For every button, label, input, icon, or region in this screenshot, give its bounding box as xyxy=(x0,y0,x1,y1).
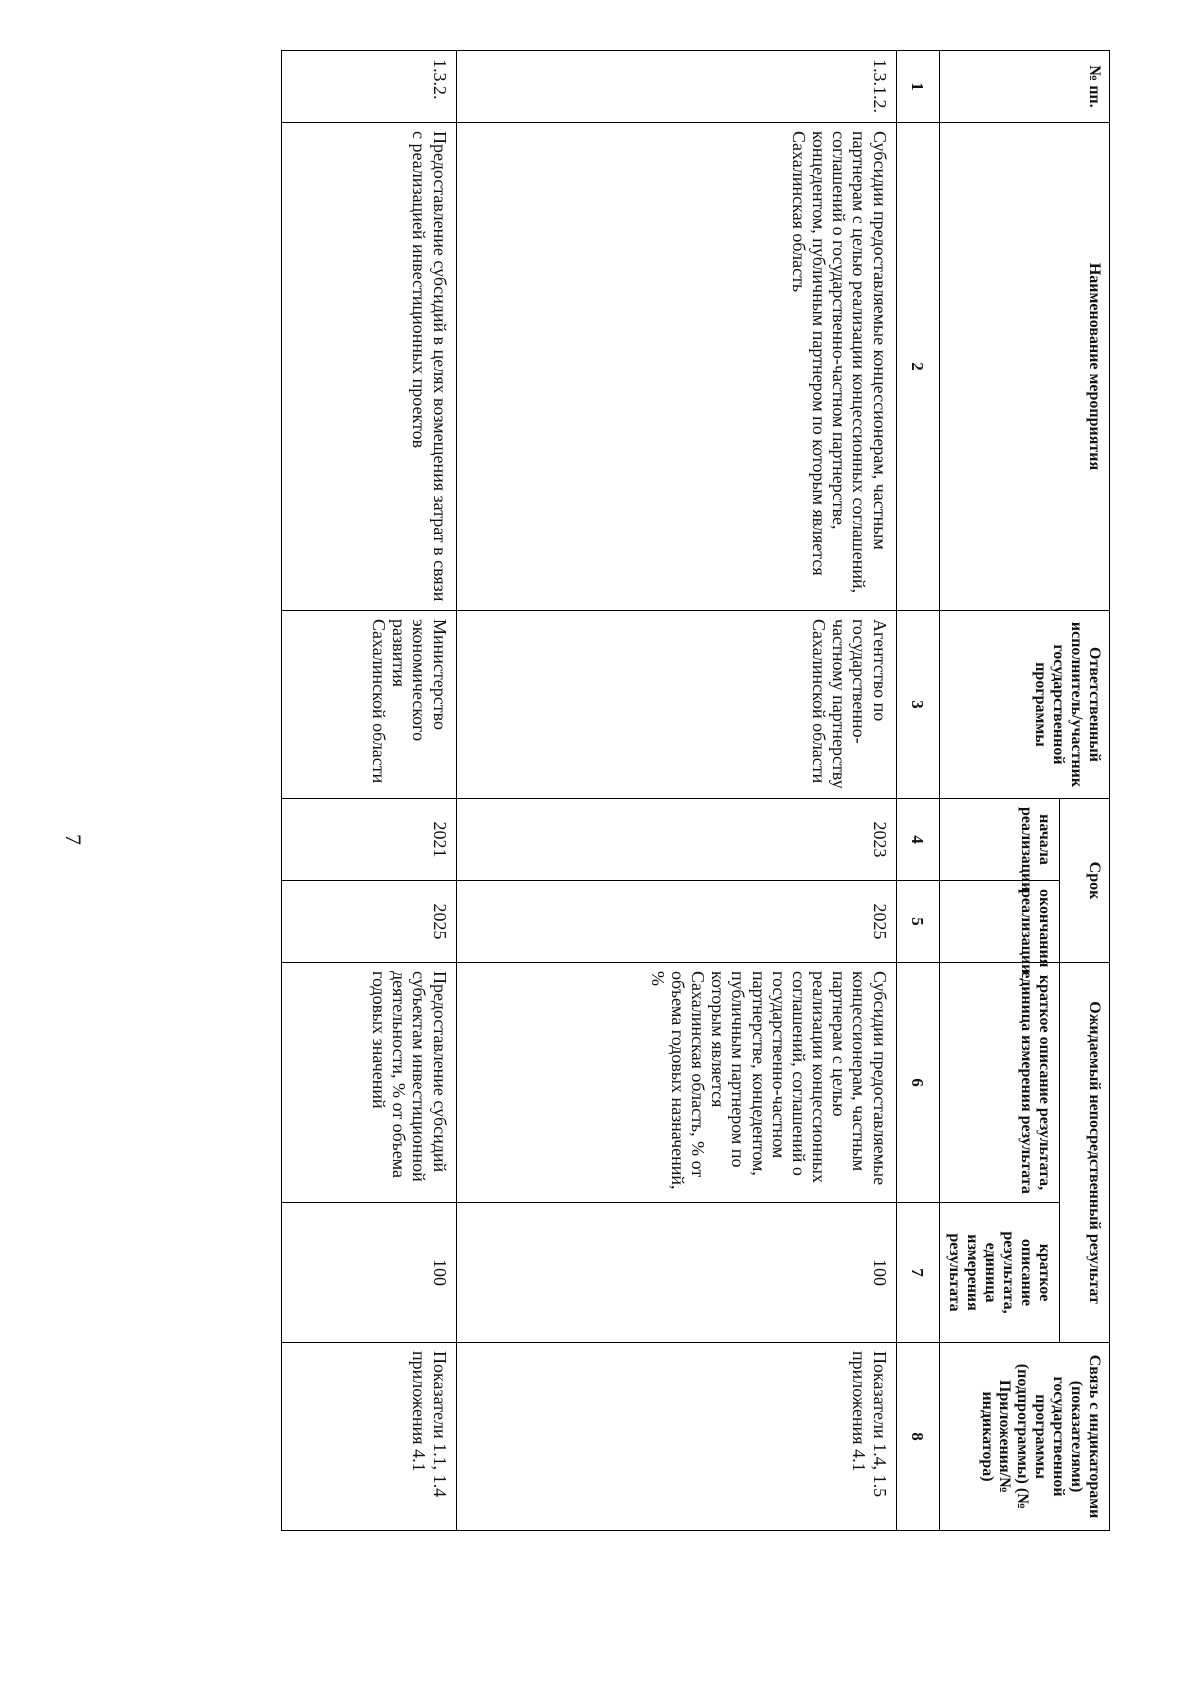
column-number: 1 xyxy=(896,51,939,123)
result-description: Субсидии предоставляемые концессионерам, частным партнерам с целью реализации концессионных соглашений, соглашений о государственно-частном партнерстве, концедентом, публичным партнером по которым является Сахалинская область, % от объема годовых назначений, % xyxy=(456,963,896,1203)
header-end: окончания реализации xyxy=(939,881,1059,963)
column-number: 4 xyxy=(896,799,939,881)
column-number: 8 xyxy=(896,1343,939,1531)
result-value: 100 xyxy=(281,1203,456,1343)
header-number: № пп. xyxy=(939,51,1109,123)
row-number: 1.3.1.2. xyxy=(456,51,896,123)
end-year: 2025 xyxy=(456,881,896,963)
column-number: 5 xyxy=(896,881,939,963)
header-start: начала реализации xyxy=(939,799,1059,881)
indicator-link: Показатели 1.4, 1.5 приложения 4.1 xyxy=(456,1343,896,1531)
start-year: 2021 xyxy=(281,799,456,881)
header-expected-result: Ожидаемый непосредственный результат xyxy=(1060,963,1110,1343)
row-number: 1.3.2. xyxy=(281,51,456,123)
start-year: 2023 xyxy=(456,799,896,881)
executor: Министерство экономического развития Сахалинской области xyxy=(281,611,456,799)
executor: Агентство по государственно-частному партнерству Сахалинской области xyxy=(456,611,896,799)
header-executor: Ответственный исполнитель/участник государственной программы xyxy=(939,611,1109,799)
measure-name: Предоставление субсидий в целях возмещения затрат в связи с реализацией инвестиционных проектов xyxy=(281,123,456,611)
header-result-value: краткое описание результата, единица измерения результата xyxy=(939,1203,1059,1343)
column-number: 2 xyxy=(896,123,939,611)
column-number: 7 xyxy=(896,1203,939,1343)
rotated-table-wrapper xyxy=(180,50,1110,1530)
end-year: 2025 xyxy=(281,881,456,963)
column-number: 6 xyxy=(896,963,939,1203)
header-term: Срок xyxy=(1060,799,1110,963)
result-value: 100 xyxy=(456,1203,896,1343)
result-description: Предоставление субсидий субъектам инвестиционной деятельности, % от объема годовых значений xyxy=(281,963,456,1203)
measure-name: Субсидии предоставляемые концессионерам, частным партнерам с целью реализации концессионных соглашений, соглашений о государственно-частном партнерстве, концедентом, публичным партнером по которым является Сахалинская область xyxy=(456,123,896,611)
header-indicators: Связь с индикаторами (показателями) государственной программы (подпрограммы) (№ Приложения/№ индикатора) xyxy=(939,1343,1109,1531)
table-row xyxy=(456,51,896,1531)
column-number: 3 xyxy=(896,611,939,799)
measures-table xyxy=(281,50,1110,1531)
table-row xyxy=(281,51,456,1531)
header-measure-name: Наименование мероприятия xyxy=(939,123,1109,611)
column-numbers-row xyxy=(896,51,939,1531)
indicator-link: Показатели 1.1, 1.4 приложения 4.1 xyxy=(281,1343,456,1531)
page-number: 7 xyxy=(61,834,86,845)
header-result-desc: краткое описание результата, единица измерения результата xyxy=(939,963,1059,1203)
